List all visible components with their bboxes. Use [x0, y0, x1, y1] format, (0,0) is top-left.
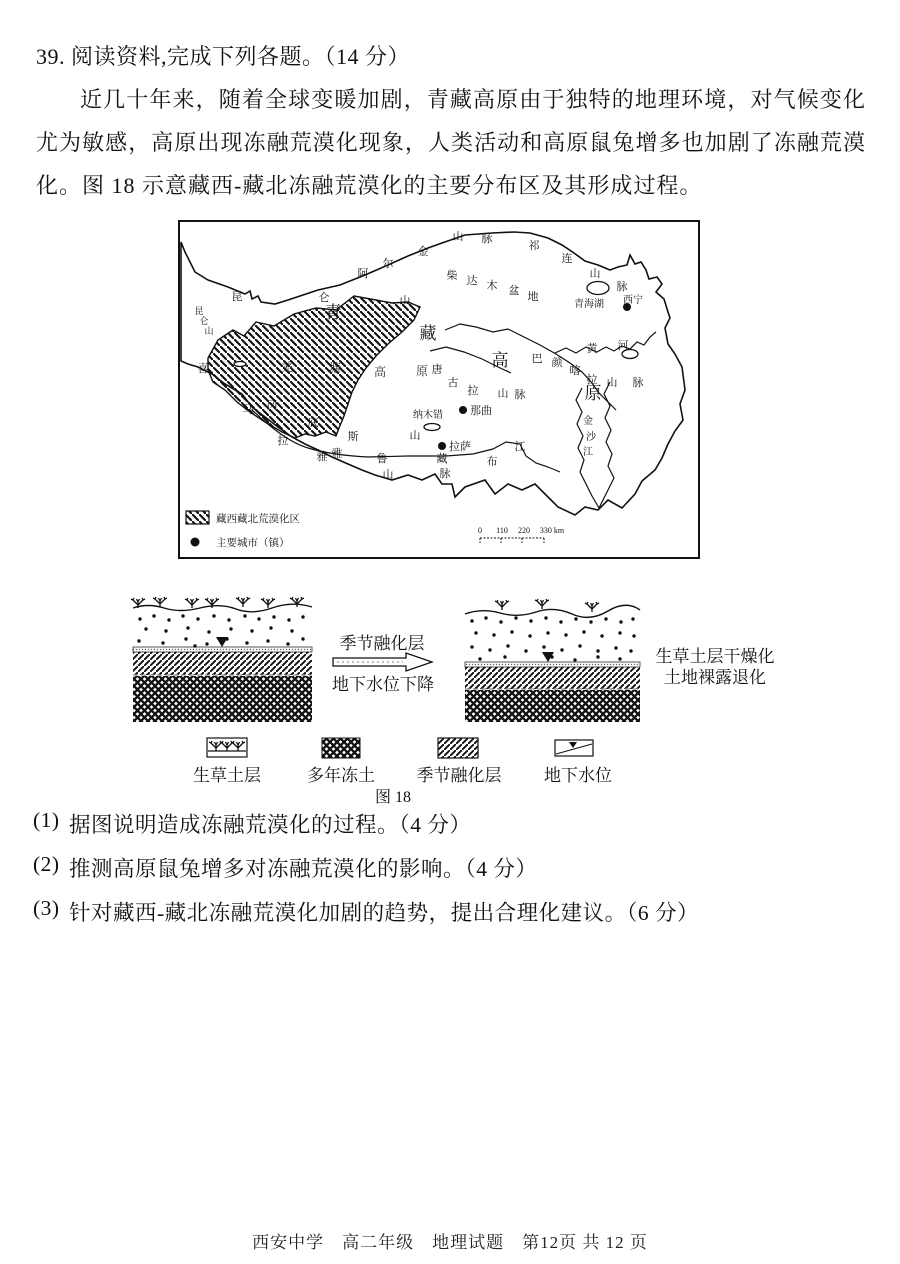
map-label: 斯: [347, 431, 359, 443]
map-label: 沙: [586, 432, 596, 443]
map-label: 黄: [586, 343, 598, 355]
map-label: 藏: [436, 453, 448, 465]
map-label: 喀: [569, 365, 581, 377]
map-label: 鲁: [376, 453, 388, 465]
legend-label: 季节融化层: [416, 766, 502, 785]
sub-question-1: [33, 808, 873, 839]
sub-question-text: 针对藏西-藏北冻融荒漠化加剧的趋势，提出合理化建议。（6 分）: [69, 901, 700, 925]
stage-after-caption-1: 生草土层干燥化: [655, 647, 775, 666]
desert-area-swatch: [186, 511, 209, 524]
map-label: 达: [466, 275, 478, 287]
map-label: 山: [204, 326, 214, 336]
qiangtang-label: 塘: [328, 361, 342, 375]
namco-label: 纳木错: [413, 410, 443, 421]
sub-question-2: [33, 852, 873, 883]
sub-question-text: 推测高原鼠兔增多对冻融荒漠化的影响。（4 分）: [69, 857, 538, 881]
stage-after-caption-2: 土地裸露退化: [664, 668, 766, 687]
map-label: 颜: [551, 357, 563, 369]
legend-label: 生草土层: [193, 766, 261, 785]
scale-tick-label: 330 km: [539, 526, 565, 535]
qinghai-lake-label: 青海湖: [574, 299, 604, 310]
map-label: 山: [497, 388, 509, 400]
scale-tick-label: 0: [478, 526, 482, 535]
map-label: 地: [527, 291, 539, 303]
page-footer: 西安中学 高二年级 地理试题 第12页 共 12 页: [252, 1233, 648, 1252]
tibet-map: [178, 220, 700, 560]
sub-question-number: (2): [33, 852, 60, 876]
legend-label: 多年冻土: [307, 766, 375, 785]
map-label: 脉: [632, 377, 644, 389]
process-stage-before: [131, 597, 312, 722]
map-label: 江: [514, 441, 526, 453]
map-label: 喜: [197, 363, 209, 375]
map-label: 拉: [277, 435, 289, 447]
map-label: 昆: [231, 291, 243, 303]
map-label: 脉: [616, 281, 628, 293]
surface-line: [465, 605, 640, 617]
figure-caption: 图 18: [374, 789, 412, 806]
water-table-marker: [216, 637, 228, 647]
arrow-bottom-label: 地下水位下降: [332, 675, 434, 694]
lhasa-label: 拉萨: [449, 441, 471, 453]
naqu-dot: [459, 406, 467, 414]
map-label: 木: [486, 280, 498, 292]
map-label: 山: [606, 377, 618, 389]
west-lake: [234, 362, 246, 367]
map-label: 雅: [331, 448, 343, 460]
map-label: 巴: [531, 353, 543, 365]
plateau-label: 青: [324, 303, 342, 322]
map-label: 盆: [508, 285, 520, 297]
map-label: 布: [486, 456, 498, 468]
plateau-label: 高: [491, 351, 509, 370]
thaw-dots: [470, 616, 635, 661]
namco-lake: [424, 424, 440, 431]
map-label: 山: [382, 469, 394, 481]
qiangtang-label: 原: [415, 364, 429, 378]
legend-item-water-table: [544, 740, 612, 785]
seasonal-thaw-layer: [133, 652, 312, 675]
qinghai-lake: [587, 282, 609, 295]
map-label: 连: [561, 253, 573, 265]
permafrost-layer: [465, 690, 640, 722]
sod-layer-band: [465, 662, 640, 667]
plateau-label: 藏: [419, 324, 437, 343]
map-label: 脉: [481, 233, 493, 245]
scale-tick-label: 110: [496, 526, 508, 535]
lhasa-dot: [438, 442, 446, 450]
qiangtang-label: 羌: [280, 360, 294, 374]
desert-area-label: 藏西藏北荒漠化区: [216, 514, 300, 525]
map-label: 山: [452, 231, 464, 243]
map-label: 金: [417, 246, 429, 258]
qiangtang-label: 高: [373, 365, 387, 379]
change-arrow-group: [332, 634, 434, 694]
process-stage-after: [465, 599, 775, 722]
sub-question-number: (3): [33, 896, 60, 920]
layer-legend: [193, 738, 612, 785]
map-label: 阿: [357, 268, 369, 280]
permafrost-layer: [133, 676, 312, 722]
arrow-top-label: 季节融化层: [339, 634, 425, 653]
city-label: 主要城市（镇）: [216, 538, 290, 549]
scale-tick-label: 220: [518, 526, 530, 535]
map-label: 古: [447, 377, 459, 389]
legend-label: 地下水位: [544, 766, 612, 785]
process-diagram: [120, 588, 800, 808]
legend-item-thaw-layer: [417, 738, 502, 785]
map-label: 山: [399, 295, 411, 307]
map-label: 祁: [528, 240, 540, 252]
map-label: 江: [583, 447, 593, 458]
question-39-header: 39. 阅读资料,完成下列各题。（14 分）: [36, 44, 411, 69]
map-label: 尔: [382, 258, 394, 270]
map-label: 脉: [514, 389, 526, 401]
map-label: 马: [242, 404, 254, 416]
map-label: 仑: [318, 292, 330, 304]
map-label: 昆: [194, 306, 204, 316]
map-label: 柴: [446, 270, 458, 282]
passage-text: 近几十年来，随着全球变暖加剧，青藏高原由于独特的地理环境，对气候变化尤为敏感，高原出现冻融荒漠化现象，人类活动和高原鼠兔增多也加剧了冻融荒漠化。图 18 示意藏西-藏北冻融荒漠化的主要分布区及其形成过程。: [36, 87, 866, 198]
seasonal-thaw-layer: [465, 667, 640, 689]
city-swatch-dot: [191, 538, 200, 547]
sub-question-3: [33, 896, 873, 927]
legend-item-permafrost: [307, 738, 375, 785]
map-label: 拉: [467, 385, 479, 397]
map-label: 冈: [266, 400, 278, 412]
xining-label: 西宁: [623, 295, 643, 306]
plateau-label: 原: [584, 384, 602, 403]
map-label: 脉: [439, 468, 451, 480]
map-label: 河: [617, 340, 629, 352]
map-label: 仑: [199, 316, 209, 326]
sub-question-number: (1): [33, 808, 60, 832]
sod-layer-band: [133, 647, 312, 652]
sub-question-text: 据图说明造成冻融荒漠化的过程。（4 分）: [69, 813, 472, 837]
map-label: 唐: [431, 364, 443, 376]
map-label: 底: [307, 417, 319, 429]
map-label: 山: [589, 268, 601, 280]
map-label: 山: [409, 430, 421, 442]
map-label: 雅: [316, 451, 328, 463]
map-label: 金: [583, 416, 593, 427]
map-label: 拉: [586, 374, 598, 386]
legend-item-sod: [193, 738, 261, 785]
naqu-label: 那曲: [470, 405, 492, 417]
